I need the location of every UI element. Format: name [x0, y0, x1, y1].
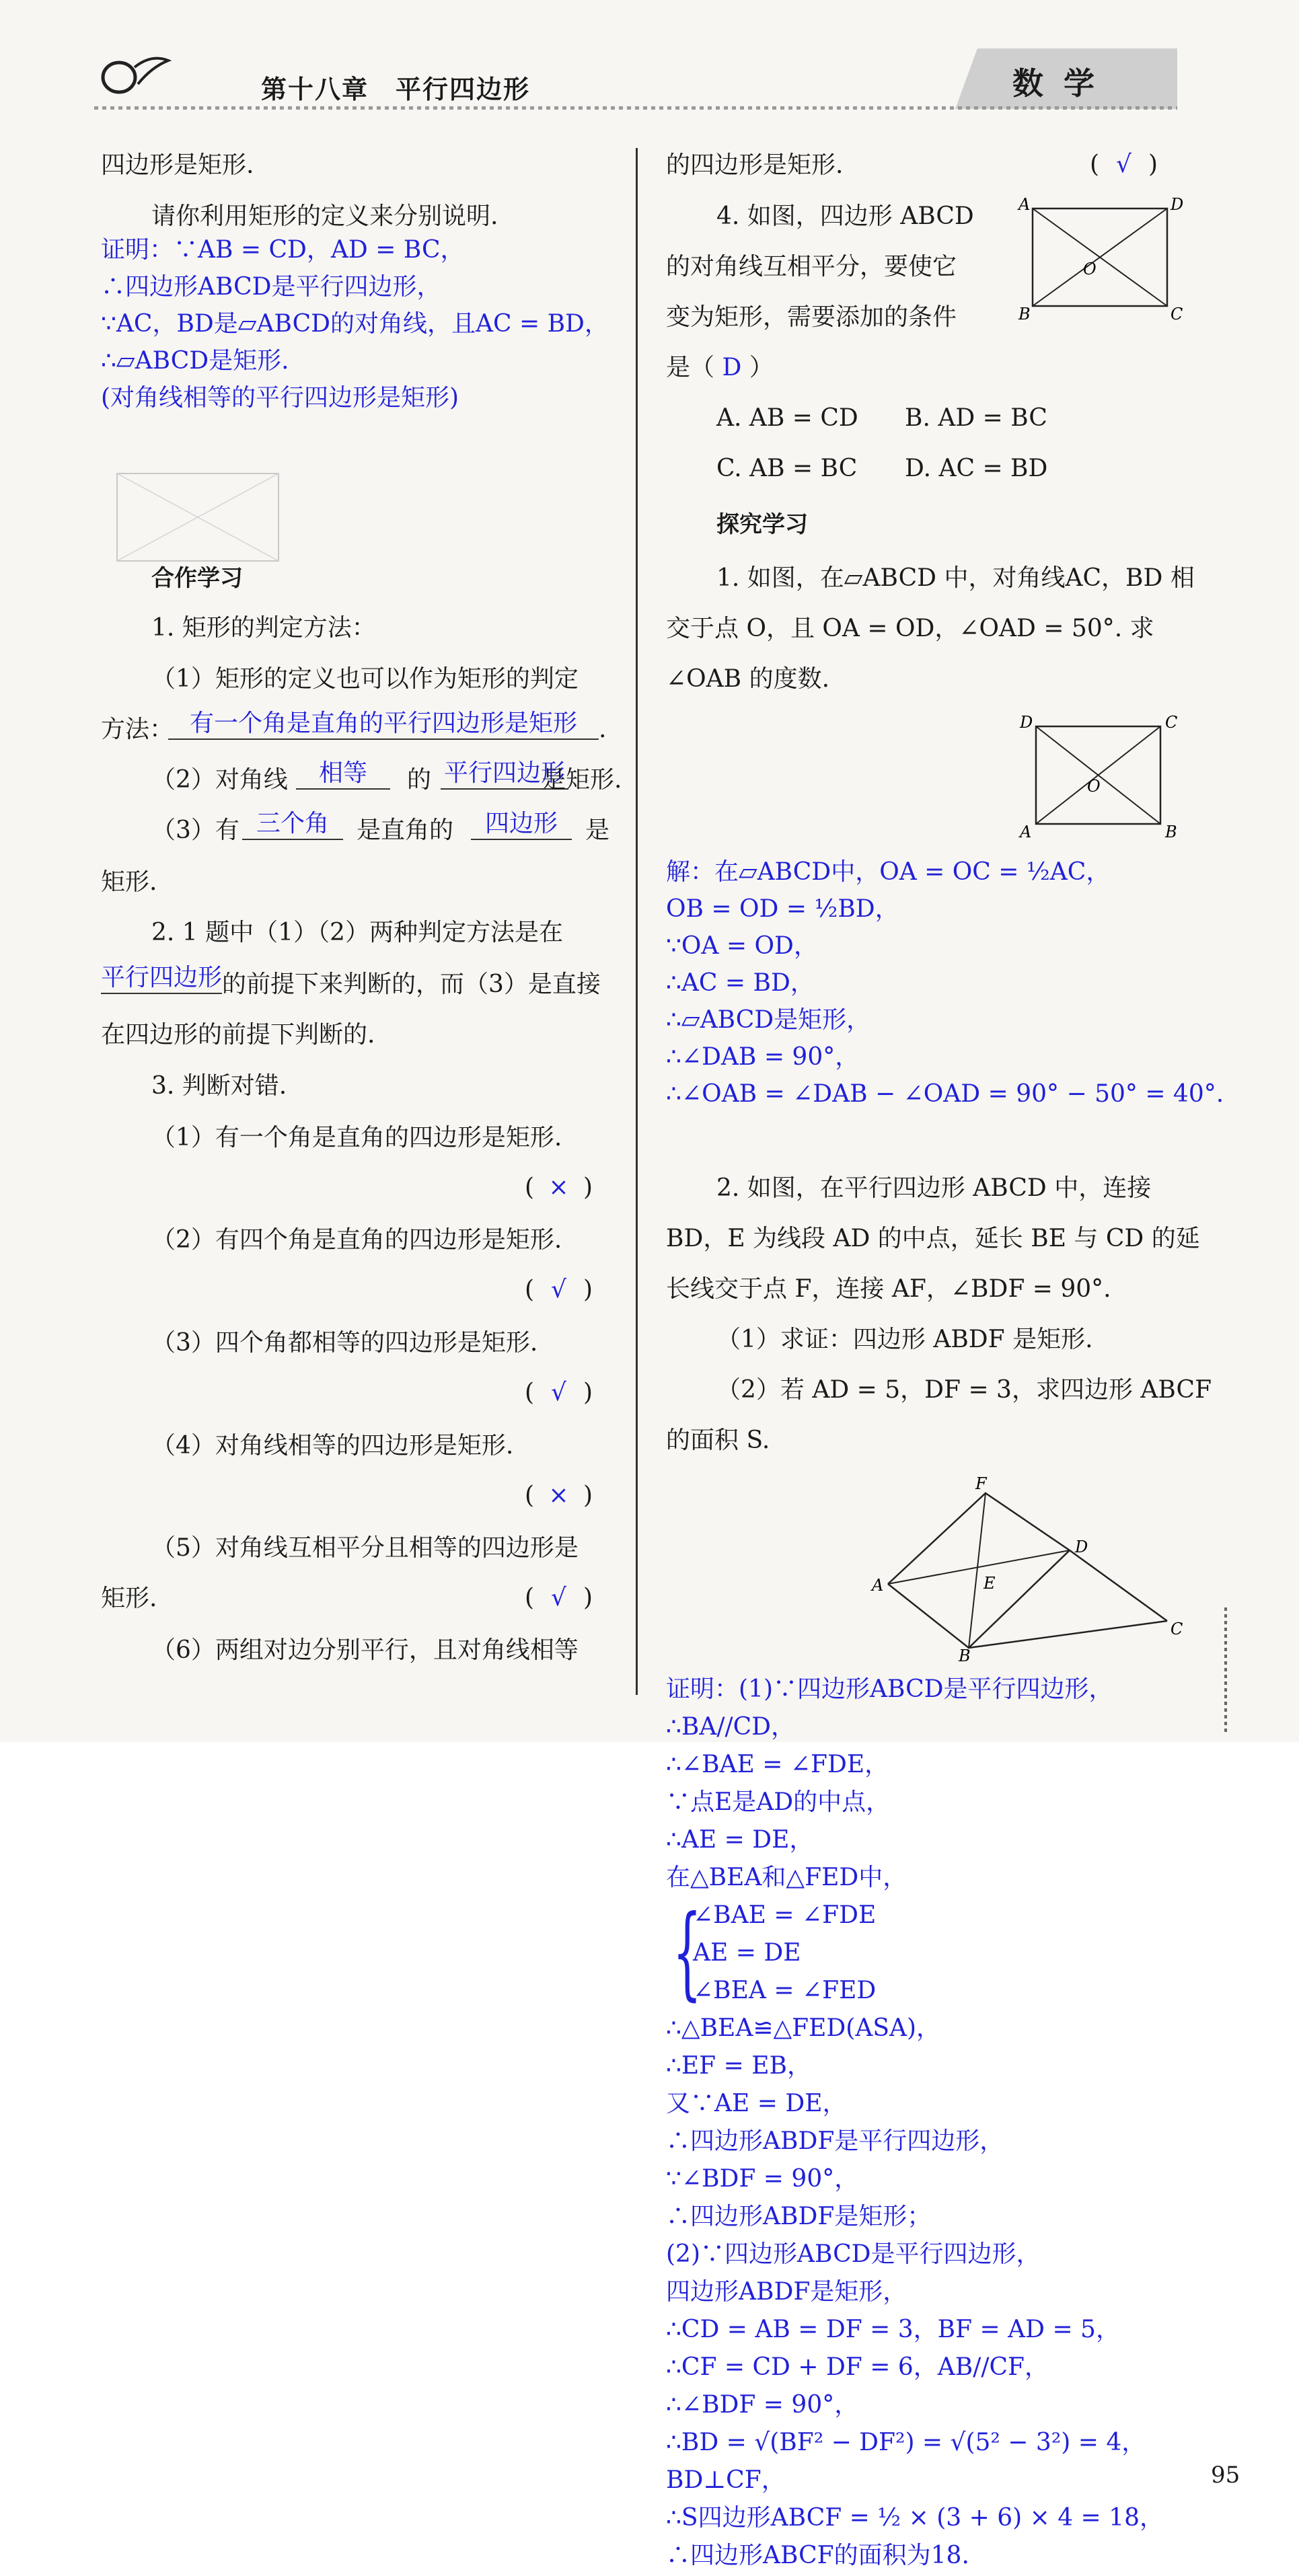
- proof2-line: ∴四边形ABDF是平行四边形，: [666, 2127, 1004, 2155]
- page-header: [0, 0, 1299, 114]
- question-4-line: 的对角线互相平分，要使它: [666, 253, 957, 280]
- vertex-label: D: [1020, 713, 1033, 732]
- judge-mark: ( √ ): [525, 1379, 593, 1406]
- explore-2-line: BD，E 为线段 AD 的中点，延长 BE 与 CD 的延: [666, 1225, 1200, 1252]
- explore-1-line: 交于点 O，且 OA = OD，∠OAD = 50°. 求: [666, 615, 1154, 642]
- option-a: A. AB = CD: [716, 404, 858, 432]
- question-1-3-c: 是: [585, 817, 610, 844]
- vertex-label: B: [1018, 305, 1031, 323]
- edge-dotted-line: [1224, 1607, 1227, 1735]
- proof2-line: 在△BEA和△FED中，: [666, 1864, 907, 1891]
- judge-mark: ( √ ): [1090, 151, 1158, 178]
- vertex-label: D: [1171, 195, 1184, 214]
- question-2-a: 2. 1 题中（1）（2）两种判定方法是在: [151, 919, 563, 946]
- subject-label: 数学: [1012, 65, 1115, 102]
- answer-blank: 相等: [296, 759, 390, 790]
- proof2-line: ∴∠BAE = ∠FDE，: [666, 1751, 889, 1778]
- proof2-line: ∴EF = EB，: [666, 2052, 811, 2080]
- question-1-2-b: 的: [407, 766, 432, 794]
- explore-1-line: 1. 如图，在▱ABCD 中，对角线AC，BD 相: [716, 564, 1195, 592]
- vertex-label: O: [1087, 777, 1101, 796]
- question-1-3-d: 矩形.: [101, 868, 157, 896]
- explore-2-line: 2. 如图，在平行四边形 ABCD 中，连接: [716, 1174, 1152, 1202]
- page-number: 95: [1211, 2462, 1240, 2489]
- parallelogram-abcd-figure: [868, 1473, 1197, 1661]
- proof2-line: 又∵AE = DE，: [666, 2090, 847, 2117]
- system-brace: {: [673, 1894, 702, 2011]
- question-1-2-c: 是矩形.: [542, 766, 622, 794]
- column-divider: [636, 148, 638, 1695]
- vertex-label: B: [1165, 823, 1177, 841]
- question-1-2-a: （2）对角线: [151, 766, 288, 794]
- judge-mark: ( √ ): [525, 1276, 593, 1303]
- question-4-line: 是（ D ）: [666, 354, 774, 381]
- question-1-1-b: 方法：: [101, 716, 174, 743]
- proof1-line: (对角线相等的平行四边形是矩形): [101, 384, 459, 412]
- intro-line-1: 四边形是矩形.: [101, 151, 254, 179]
- judge-mark: ( × ): [525, 1482, 593, 1509]
- answer-blank: 四边形: [471, 809, 572, 840]
- explore-2-line: （1）求证：四边形 ABDF 是矩形.: [716, 1326, 1093, 1353]
- question-4-line: 变为矩形，需要添加的条件: [666, 303, 957, 331]
- solution-1-line: ∴▱ABCD是矩形，: [666, 1006, 871, 1034]
- solution-1-line: ∴∠DAB = 90°，: [666, 1043, 860, 1071]
- vertex-label: A: [1020, 823, 1032, 841]
- proof2-line: ∴S四边形ABCF = ½ × (3 + 6) × 4 = 18，: [666, 2504, 1164, 2532]
- chapter-title: 平行四边形: [396, 75, 531, 104]
- question-4-line: 4. 如图，四边形 ABCD: [716, 202, 974, 230]
- proof2-line: ∴∠BDF = 90°，: [666, 2391, 859, 2419]
- proof2-line: ∵点E是AD的中点，: [666, 1788, 891, 1816]
- judge-mark: ( √ ): [525, 1584, 593, 1612]
- vertex-label: C: [1171, 1620, 1183, 1638]
- proof2-line: AE = DE: [693, 1939, 801, 1967]
- explore-2-line: 长线交于点 F，连接 AF，∠BDF = 90°.: [666, 1275, 1111, 1303]
- rectangle-abcd-figure-2: [1016, 710, 1191, 844]
- explore-section-title: 探究学习: [716, 511, 808, 538]
- vertex-label: E: [983, 1574, 996, 1593]
- explore-2-line: 的面积 S.: [666, 1427, 770, 1454]
- solution-1-line: ∵OA = OD，: [666, 932, 818, 960]
- judge-item-5: （5）对角线互相平分且相等的四边形是: [151, 1534, 579, 1562]
- proof2-line: 证明：(1)∵四边形ABCD是平行四边形，: [666, 1675, 1113, 1703]
- answer-blank: 平行四边形: [101, 963, 222, 994]
- proof2-line: ∴四边形ABCF的面积为18.: [666, 2542, 969, 2569]
- proof2-line: ∴△BEA≌△FED(ASA)，: [666, 2014, 941, 2042]
- proof2-line: ∴CD = AB = DF = 3，BF = AD = 5，: [666, 2316, 1120, 2343]
- answer-blank: 平行四边形: [441, 759, 568, 790]
- vertex-label: O: [1083, 260, 1097, 278]
- proof2-line: ∴BD = √(BF² − DF²) = √(5² − 3²) = 4，: [666, 2429, 1146, 2456]
- solution-1-line: OB = OD = ½BD，: [666, 895, 899, 923]
- question-2-c: 在四边形的前提下判断的.: [101, 1021, 375, 1049]
- proof1-line: 证明：∵AB = CD，AD = BC，: [101, 236, 465, 264]
- vertex-label: C: [1171, 305, 1183, 323]
- period: .: [599, 716, 607, 743]
- judge-item: （3）四个角都相等的四边形是矩形.: [151, 1329, 538, 1357]
- proof2-line: ∵∠BDF = 90°，: [666, 2165, 859, 2193]
- answer-blank: 有一个角是直角的平行四边形是矩形: [168, 709, 599, 740]
- question-1-3-a: （3）有: [151, 817, 239, 844]
- judge-item: （4）对角线相等的四边形是矩形.: [151, 1432, 514, 1460]
- proof2-line: BD⊥CF，: [666, 2466, 786, 2494]
- solution-1-line: 解：在▱ABCD中，OA = OC = ½AC，: [666, 858, 1111, 886]
- proof2-line: ∠BAE = ∠FDE: [693, 1901, 877, 1929]
- option-d: D. AC = BD: [905, 455, 1048, 482]
- judge-item-6: （6）两组对边分别平行，且对角线相等: [151, 1636, 579, 1664]
- proof1-line: ∴四边形ABCD是平行四边形，: [101, 273, 441, 301]
- judge-item-6-cont: 的四边形是矩形.: [666, 151, 844, 179]
- question-1-3-b: 是直角的: [357, 817, 454, 844]
- proof2-line: ∠BEA = ∠FED: [693, 1977, 877, 2004]
- coop-section-title: 合作学习: [151, 565, 243, 592]
- proof2-line: ∴CF = CD + DF = 6，AB//CF，: [666, 2353, 1049, 2381]
- vertex-label: B: [959, 1646, 971, 1661]
- proof1-line: ∴▱ABCD是矩形.: [101, 347, 289, 375]
- proof2-line: 四边形ABDF是矩形，: [666, 2278, 907, 2306]
- vertex-label: F: [975, 1474, 987, 1493]
- judge-mark: ( × ): [525, 1174, 593, 1201]
- chapter-number: 第十八章: [261, 75, 369, 104]
- question-3: 3. 判断对错.: [151, 1072, 287, 1100]
- question-2-b: 的前提下来判断的，而（3）是直接: [222, 971, 601, 998]
- vertex-label: C: [1165, 713, 1178, 732]
- judge-item-5-b: 矩形.: [101, 1585, 157, 1612]
- judge-item: （1）有一个角是直角的四边形是矩形.: [151, 1124, 562, 1151]
- proof2-line: ∴AE = DE，: [666, 1826, 814, 1854]
- chapter-heading: [261, 69, 557, 106]
- q4-answer: D: [722, 354, 742, 381]
- explore-2-line: （2）若 AD = 5，DF = 3，求四边形 ABCF: [716, 1376, 1212, 1404]
- header-rule: [94, 106, 1177, 110]
- question-1: 1. 矩形的判定方法：: [151, 614, 376, 642]
- option-c: C. AB = BC: [716, 455, 858, 482]
- intro-line-2: 请你利用矩形的定义来分别说明.: [151, 202, 498, 230]
- explore-1-line: ∠OAB 的度数.: [666, 665, 830, 693]
- faint-rectangle-figure: [114, 471, 283, 565]
- option-b: B. AD = BC: [905, 404, 1047, 432]
- solution-1-line: ∴∠OAB = ∠DAB − ∠OAD = 90° − 50° = 40°.: [666, 1080, 1224, 1108]
- vertex-label: A: [1018, 195, 1031, 214]
- answer-blank: 三个角: [242, 809, 343, 840]
- proof2-line: ∴四边形ABDF是矩形；: [666, 2203, 932, 2230]
- question-1-1: （1）矩形的定义也可以作为矩形的判定: [151, 665, 579, 693]
- vertex-label: D: [1075, 1538, 1088, 1556]
- proof2-line: (2)∵四边形ABCD是平行四边形，: [666, 2240, 1041, 2268]
- solution-1-line: ∴AC = BD，: [666, 969, 815, 997]
- book-logo-icon: [98, 47, 172, 101]
- proof2-line: ∴BA//CD，: [666, 1713, 796, 1741]
- rectangle-abcd-figure-1: [1016, 195, 1184, 323]
- judge-item: （2）有四个角是直角的四边形是矩形.: [151, 1226, 562, 1254]
- vertex-label: A: [872, 1576, 884, 1595]
- proof1-line: ∵AC，BD是▱ABCD的对角线，且AC = BD，: [101, 310, 609, 338]
